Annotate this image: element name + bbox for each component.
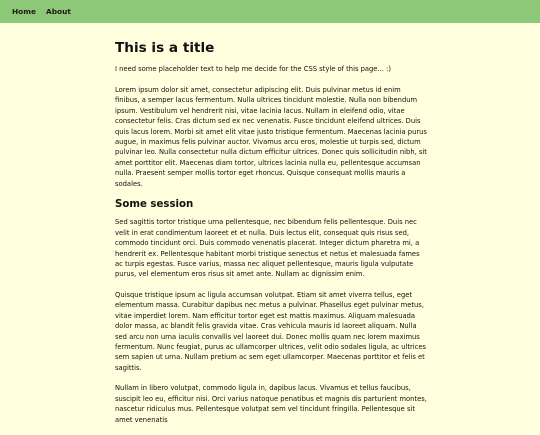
top-navigation-bar: [0, 0, 540, 23]
section-heading: Some session: [115, 199, 194, 211]
body-paragraph-4: Nullam in libero volutpat, commodo ligula in, dapibus lacus. Vivamus et tellus faucibus, suscipit leo eu, efficitur nisi. Orci varius natoque penatibus et magnis dis parturient montes, nascetur ridiculus mus. Pellentesque volutpat sem vel tincidunt fringilla. Pellentesque sit amet venenatis: [115, 384, 427, 424]
intro-paragraph: I need some placeholder text to help me decide for the CSS style of this page... :): [115, 65, 391, 74]
body-paragraph-2: Sed sagittis tortor tristique urna pellentesque, nec bibendum felis pellentesque. Duis nec velit in erat condimentum laoreet et et nulla. Duis lectus elit, consequat quis risus sed, commodo tincidunt orci. Duis commodo venenatis placerat. Integer dictum pharetra mi, a hendrerit ex. Pellentesque habitant morbi tristique senectus et netus et malesuada fames ac turpis egestas. Fusce varius, massa nec aliquet pellentesque, mauris ligula vulputate purus, vel elementum eros risus sit amet ante. Nullam ac dignissim enim.: [115, 218, 420, 279]
nav-about-link[interactable]: About: [45, 7, 71, 16]
nav-home-link[interactable]: Home: [12, 7, 36, 16]
main-content: [115, 23, 427, 435]
page-title: This is a title: [115, 40, 215, 56]
body-paragraph-3: Quisque tristique ipsum ac ligula accumsan volutpat. Etiam sit amet viverra tellus, eget elementum massa. Curabitur dapibus nec metus a pulvinar. Phasellus eget pulvinar metus, vitae imperdiet lorem. Nam efficitur tortor eget est mattis maximus. Aliquam malesuada dolor massa, ac blandit felis gravida vitae. Cras vehicula mauris id laoreet aliquam. Nulla sed arcu non urna iaculis convallis vel laoreet dui. Donec mollis quam nec lorem maximus fermentum. Nunc feugiat, purus ac ullamcorper ultrices, velit odio sodales ligula, ac ultrices sem sapien ut urna. Nullam pretium ac sem eget ullamcorper. Maecenas porttitor et felis et sagittis.: [115, 291, 427, 372]
body-paragraph-1: Lorem ipsum dolor sit amet, consectetur adipiscing elit. Duis pulvinar metus id enim finibus, a semper lacus fermentum. Nulla ultrices tincidunt molestie. Nulla non bibendum ipsum. Vestibulum vel hendrerit nisi, vitae lacinia lacus. Nullam in eleifend odio, vitae consectetur felis. Cras dictum sed ex nec venenatis. Fusce tincidunt eleifend ultrices. Duis quis lacus lorem. Morbi sit amet elit vitae justo tristique fermentum. Maecenas lacinia purus augue, in maximus felis pulvinar auctor. Vivamus arcu eros, molestie ut turpis sed, dictum pulvinar leo. Nulla consectetur nulla dictum efficitur ultrices. Donec quis sollicitudin nibh, sit amet porttitor elit. Maecenas diam tortor, ultrices lacinia nulla eu, pellentesque accumsan nulla. Praesent semper mollis tortor eget rhoncus. Quisque consequat mollis mauris a sodales.: [115, 85, 427, 188]
